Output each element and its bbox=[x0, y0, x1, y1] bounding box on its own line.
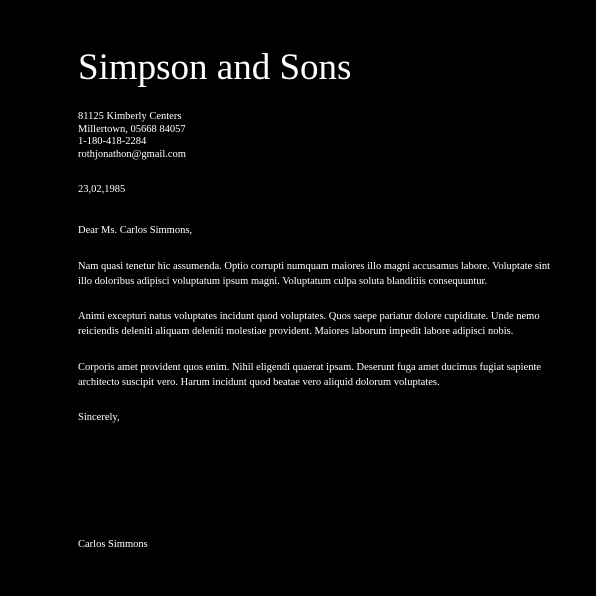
body-paragraph-1: Nam quasi tenetur hic assumenda. Optio corrupti numquam maiores illo magni accusamus labore. Voluptate sint illo doloribus adipisci voluptatum ipsum magni. Voluptatum culpa soluta blanditiis consequuntur. bbox=[78, 261, 551, 287]
closing: Sincerely, bbox=[78, 412, 120, 423]
address-email: rothjonathon@gmail.com bbox=[78, 148, 186, 160]
sender-address-block bbox=[78, 111, 186, 161]
address-street: 81125 Kimberly Centers bbox=[78, 111, 182, 122]
body-paragraph-2: Animi excepturi natus voluptates incidunt quod voluptates. Quos saepe pariatur dolore cupiditate. Unde nemo reiciendis deleniti aliquam deleniti molestiae provident. Maiores laborum impedit labore adipisci nobis. bbox=[78, 311, 540, 337]
address-phone: 1-180-418-2284 bbox=[78, 136, 147, 148]
body-paragraph-3: Corporis amet provident quos enim. Nihil eligendi quaerat ipsam. Deserunt fuga amet ducimus fugiat sapiente architecto suscipit vero. Harum incidunt quod beatae vero aliquid dolorum voluptates. bbox=[78, 362, 542, 388]
salutation: Dear Ms. Carlos Simmons, bbox=[78, 225, 193, 236]
letter-date: 23,02,1985 bbox=[78, 184, 126, 195]
address-city-line: Millertown, 05668 84057 bbox=[78, 123, 186, 135]
company-name: Simpson and Sons bbox=[78, 47, 352, 88]
signature-name: Carlos Simmons bbox=[78, 539, 148, 550]
